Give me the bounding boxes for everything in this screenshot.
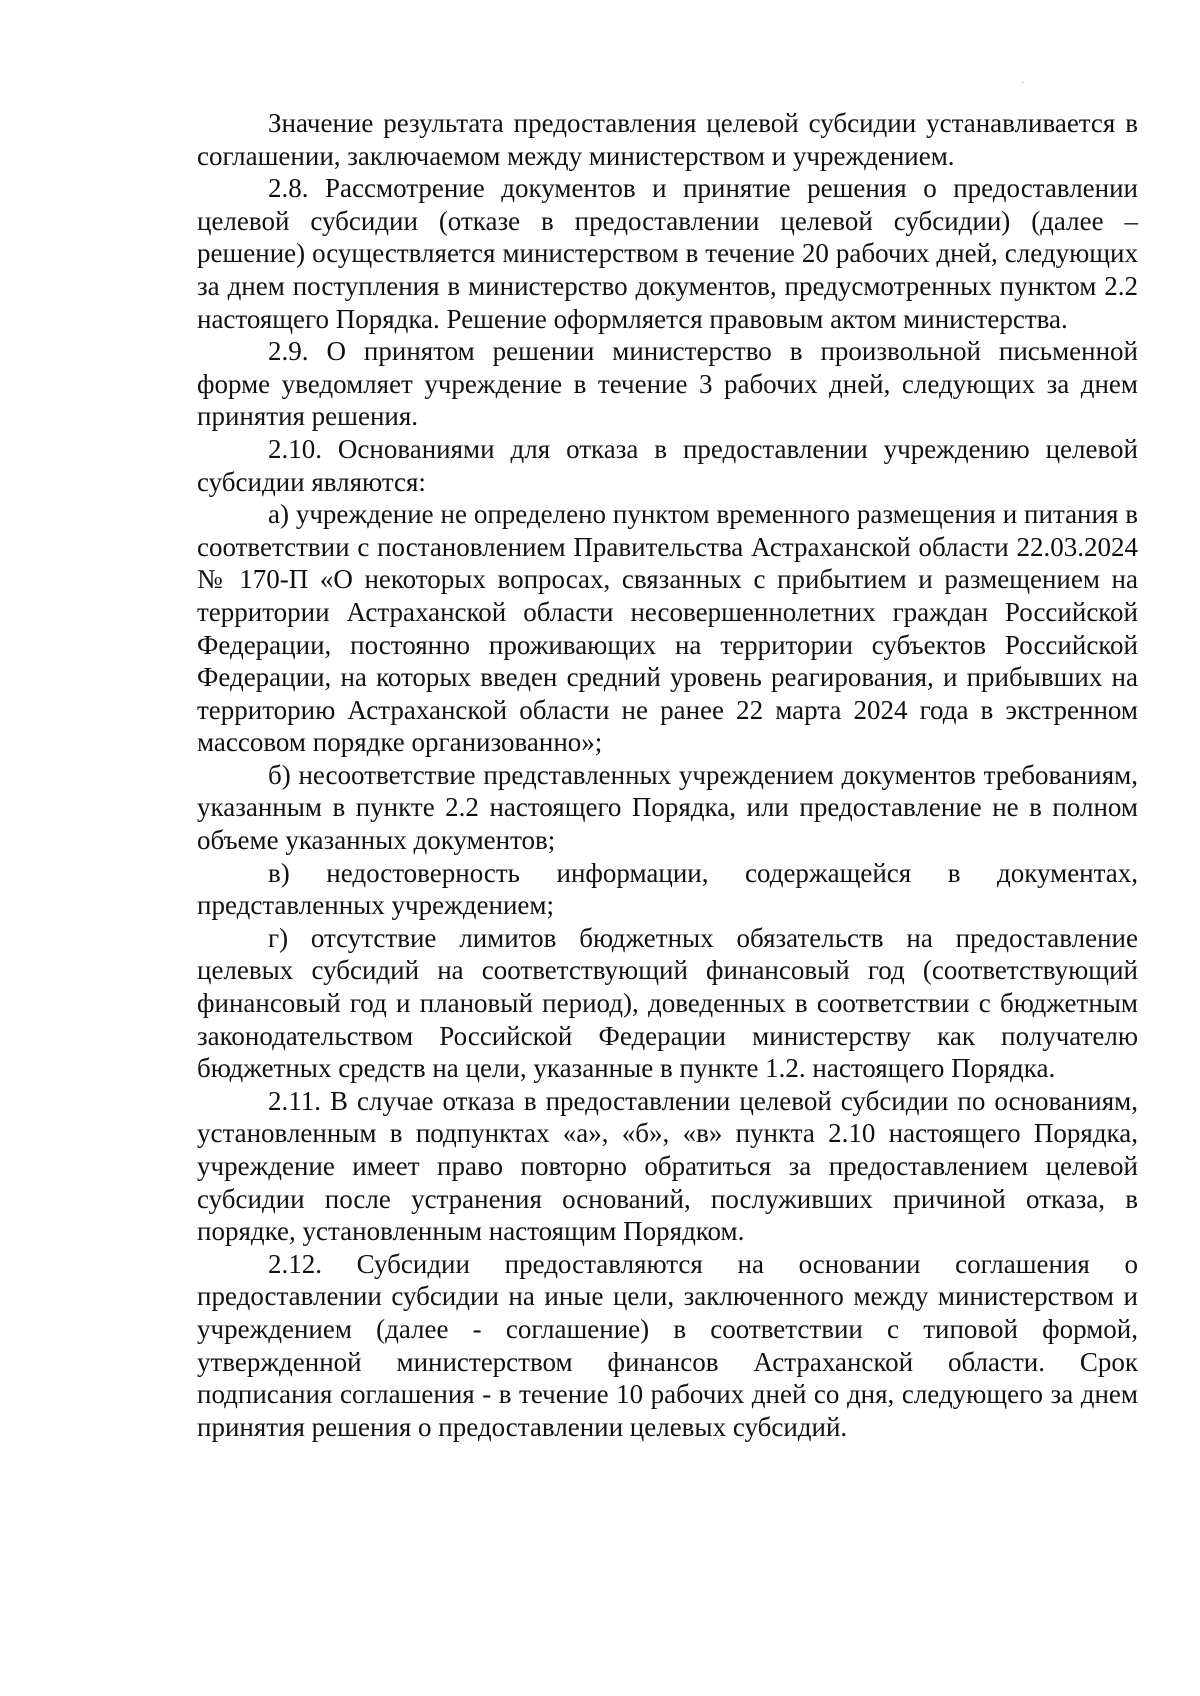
paragraph-2-11: 2.11. В случае отказа в предоставлении целевой субсидии по основаниям, установленным в подпунктах «а», «б», «в» пункта 2.10 настоящего Порядка, учреждение имеет право повторно обратиться за предоставлением целевой субсидии после устранения оснований, послуживших причиной отказа, в порядке, установленным настоящим Порядком. (197, 1085, 1138, 1247)
paragraph-2-8: 2.8. Рассмотрение документов и принятие решения о предоставлении целевой субсидии (отказе в предоставлении целевой субсидии) (далее – решение) осуществляется министерством в течение 20 рабочих дней, следующих за днем поступления в министерство документов, предусмотренных пунктом 2.2 настоящего Порядка. Решение оформляется правовым актом министерства. (197, 173, 1138, 334)
paragraph-2-10-a: а) учреждение не определено пунктом временного размещения и питания в соответствии с постановлением Правительства Астраханской области 22.03.2024 № 170-П «О некоторых вопросах, связанных с прибытием и размещением на территории Астраханской области несовершеннолетних граждан Российской Федерации, постоянно проживающих на территории субъектов Российской Федерации, на которых введен средний уровень реагирования, и прибывших на территорию Астраханской области не ранее 22 марта 2024 года в экстренном массовом порядке организованно»; (197, 499, 1138, 758)
paragraph-2-10: 2.10. Основаниями для отказа в предоставлении учреждению целевой субсидии являются: (197, 433, 1138, 497)
paragraph-2-10-v: в) недостоверность информации, содержащейся в документах, представленных учреждением; (197, 857, 1138, 921)
paragraph-2-9: 2.9. О принятом решении министерство в произвольной письменной форме уведомляет учреждение в течение 3 рабочих дней, следующих за днем принятия решения. (197, 336, 1138, 432)
paragraph-2-10-b: б) несоответствие представленных учреждением документов требованиям, указанным в пункте 2.2 настоящего Порядка, или предоставление не в полном объеме указанных документов; (197, 759, 1138, 856)
paragraph-result-value: Значение результата предоставления целевой субсидии устанавливается в соглашении, заключаемом между министерством и учреждением. (197, 108, 1138, 171)
paragraph-2-10-g: г) отсутствие лимитов бюджетных обязательств на предоставление целевых субсидий на соответствующий финансовый год (соответствующий финансовый год и плановый период), доведенных в соответствии с бюджетным законодательством Российской Федерации министерству как получателю бюджетных средств на цели, указанные в пункте 1.2. настоящего Порядка. (197, 922, 1138, 1084)
paragraph-2-12: 2.12. Субсидии предоставляются на основании соглашения о предоставлении субсидии на иные цели, заключенного между министерством и учреждением (далее - соглашение) в соответствии с типовой формой, утвержденной министерством финансов Астраханской области. Срок подписания соглашения - в течение 10 рабочих дней со дня, следующего за днем принятия решения о предоставлении целевых субсидий. (197, 1248, 1138, 1442)
scan-speck (1022, 82, 1024, 83)
document-body (197, 107, 1138, 1443)
